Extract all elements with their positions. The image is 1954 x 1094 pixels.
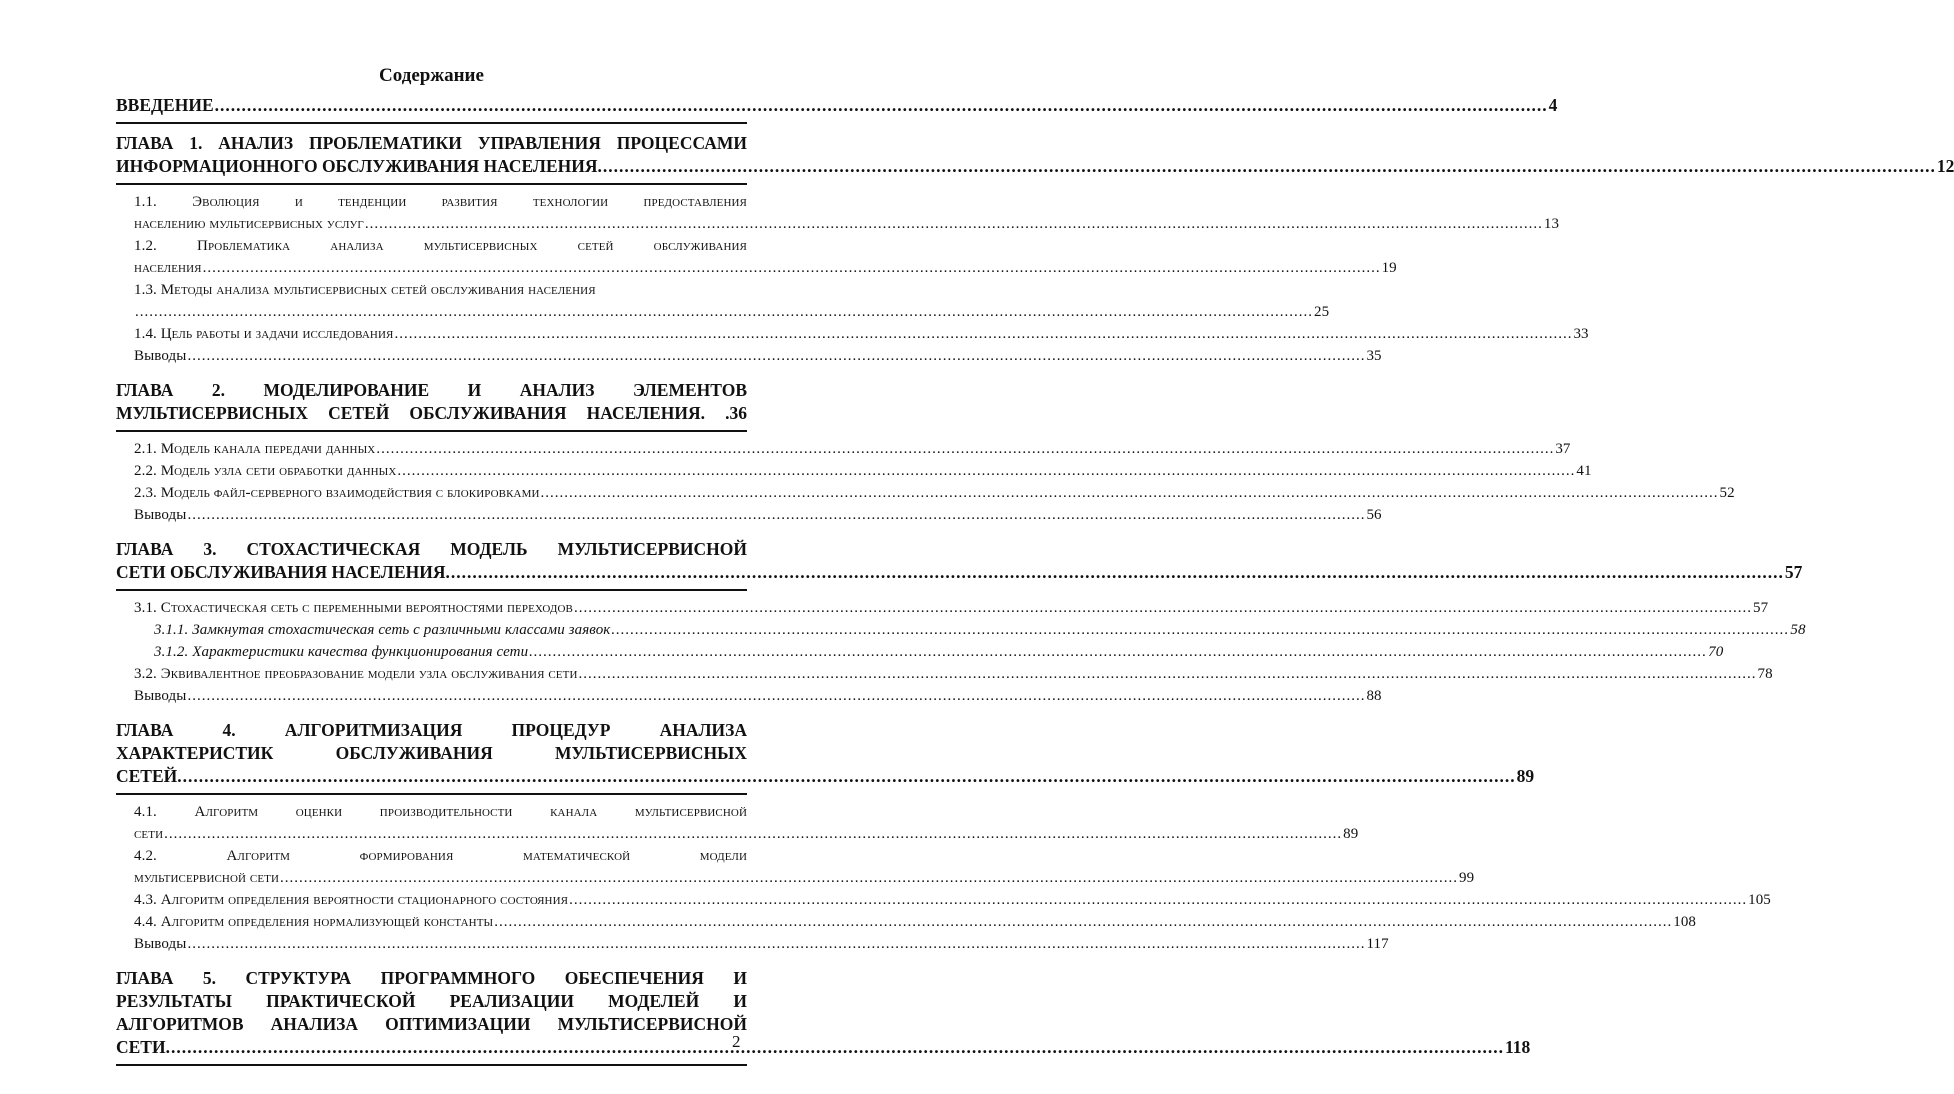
toc-subsection-3-1-2[interactable]: 3.1.2. Характеристики качества функционирования сети ..... 70 [154, 641, 747, 663]
toc-conclusions-1[interactable]: Выводы ..... 35 [134, 345, 747, 367]
page-number: 2 [732, 1032, 741, 1051]
toc-section-2-2[interactable]: 2.2. Модель узла сети обработки данных ..... 41 [134, 460, 747, 482]
toc-section-3-2[interactable]: 3.2. Эквивалентное преобразование модели узла обслуживания сети ..... 78 [134, 663, 747, 685]
toc-section-1-1[interactable]: 1.1. Эволюция и тенденции развития технологии предоставления населению мультисервисных услуг ..... 13 [134, 191, 747, 235]
toc-section-2-1[interactable]: 2.1. Модель канала передачи данных ..... 37 [134, 438, 747, 460]
toc-section-1-2[interactable]: 1.2. Проблематика анализа мультисервисных сетей обслуживания населения ..... 19 [134, 235, 747, 279]
chapter-1-sections [116, 185, 1589, 371]
toc-conclusions-4[interactable]: Выводы ..... 117 [134, 933, 747, 955]
toc-section-4-1[interactable]: 4.1. Алгоритм оценки производительности канала мультисервисной сети ..... 89 [134, 801, 747, 845]
toc-conclusions-3[interactable]: Выводы ..... 88 [134, 685, 747, 707]
toc-section-1-4[interactable]: 1.4. Цель работы и задачи исследования ..... 33 [134, 323, 747, 345]
toc-section-4-4[interactable]: 4.4. Алгоритм определения нормализующей константы ..... 108 [134, 911, 747, 933]
toc-chapter-5[interactable]: ГЛАВА 5. СТРУКТУРА ПРОГРАММНОГО ОБЕСПЕЧЕНИЯ И РЕЗУЛЬТАТЫ ПРАКТИЧЕСКОЙ РЕАЛИЗАЦИИ МОДЕЛЕЙ И АЛГОРИТМОВ АНАЛИЗА ОПТИМИЗАЦИИ МУЛЬТИСЕРВИСНОЙ СЕТИ. ..... 118 [116, 967, 747, 1066]
toc-subsection-3-1-1[interactable]: 3.1.1. Замкнутая стохастическая сеть с различными классами заявок ..... 58 [154, 619, 747, 641]
chapter-2-sections [116, 432, 1735, 530]
toc-section-4-2[interactable]: 4.2. Алгоритм формирования математической модели мультисервисной сети ..... 99 [134, 845, 747, 889]
toc-intro[interactable]: ВВЕДЕНИЕ ..... 4 [116, 94, 747, 124]
toc-chapter-4[interactable]: ГЛАВА 4. АЛГОРИТМИЗАЦИЯ ПРОЦЕДУР АНАЛИЗА ХАРАКТЕРИСТИК ОБСЛУЖИВАНИЯ МУЛЬТИСЕРВИСНЫХ СЕТЕЙ. ..... 89 [116, 719, 747, 795]
toc-conclusions-2[interactable]: Выводы ..... 56 [134, 504, 747, 526]
table-of-contents [116, 64, 1954, 1066]
toc-chapter-3[interactable]: ГЛАВА 3. СТОХАСТИЧЕСКАЯ МОДЕЛЬ МУЛЬТИСЕРВИСНОЙ СЕТИ ОБСЛУЖИВАНИЯ НАСЕЛЕНИЯ. ..... 57 [116, 538, 747, 591]
toc-section-4-3[interactable]: 4.3. Алгоритм определения вероятности стационарного состояния ..... 105 [134, 889, 747, 911]
toc-section-3-1[interactable]: 3.1. Стохастическая сеть с переменными вероятностями переходов ..... 57 [134, 597, 747, 619]
toc-section-1-3[interactable]: 1.3. Методы анализа мультисервисных сетей обслуживания населения ..... 25 [134, 279, 747, 323]
chapter-4-sections [116, 795, 1771, 959]
page-title: Содержание [379, 65, 484, 86]
toc-chapter-2[interactable]: ГЛАВА 2. МОДЕЛИРОВАНИЕ И АНАЛИЗ ЭЛЕМЕНТОВ МУЛЬТИСЕРВИСНЫХ СЕТЕЙ ОБСЛУЖИВАНИЯ НАСЕЛЕНИЯ. .36 [116, 379, 747, 432]
chapter-3-sections [116, 591, 1806, 711]
toc-section-2-3[interactable]: 2.3. Модель файл-серверного взаимодействия с блокировками ..... 52 [134, 482, 747, 504]
toc-chapter-1[interactable]: ГЛАВА 1. АНАЛИЗ ПРОБЛЕМАТИКИ УПРАВЛЕНИЯ ПРОЦЕССАМИ ИНФОРМАЦИОННОГО ОБСЛУЖИВАНИЯ НАСЕЛЕНИЯ. ..... 12 [116, 132, 747, 185]
